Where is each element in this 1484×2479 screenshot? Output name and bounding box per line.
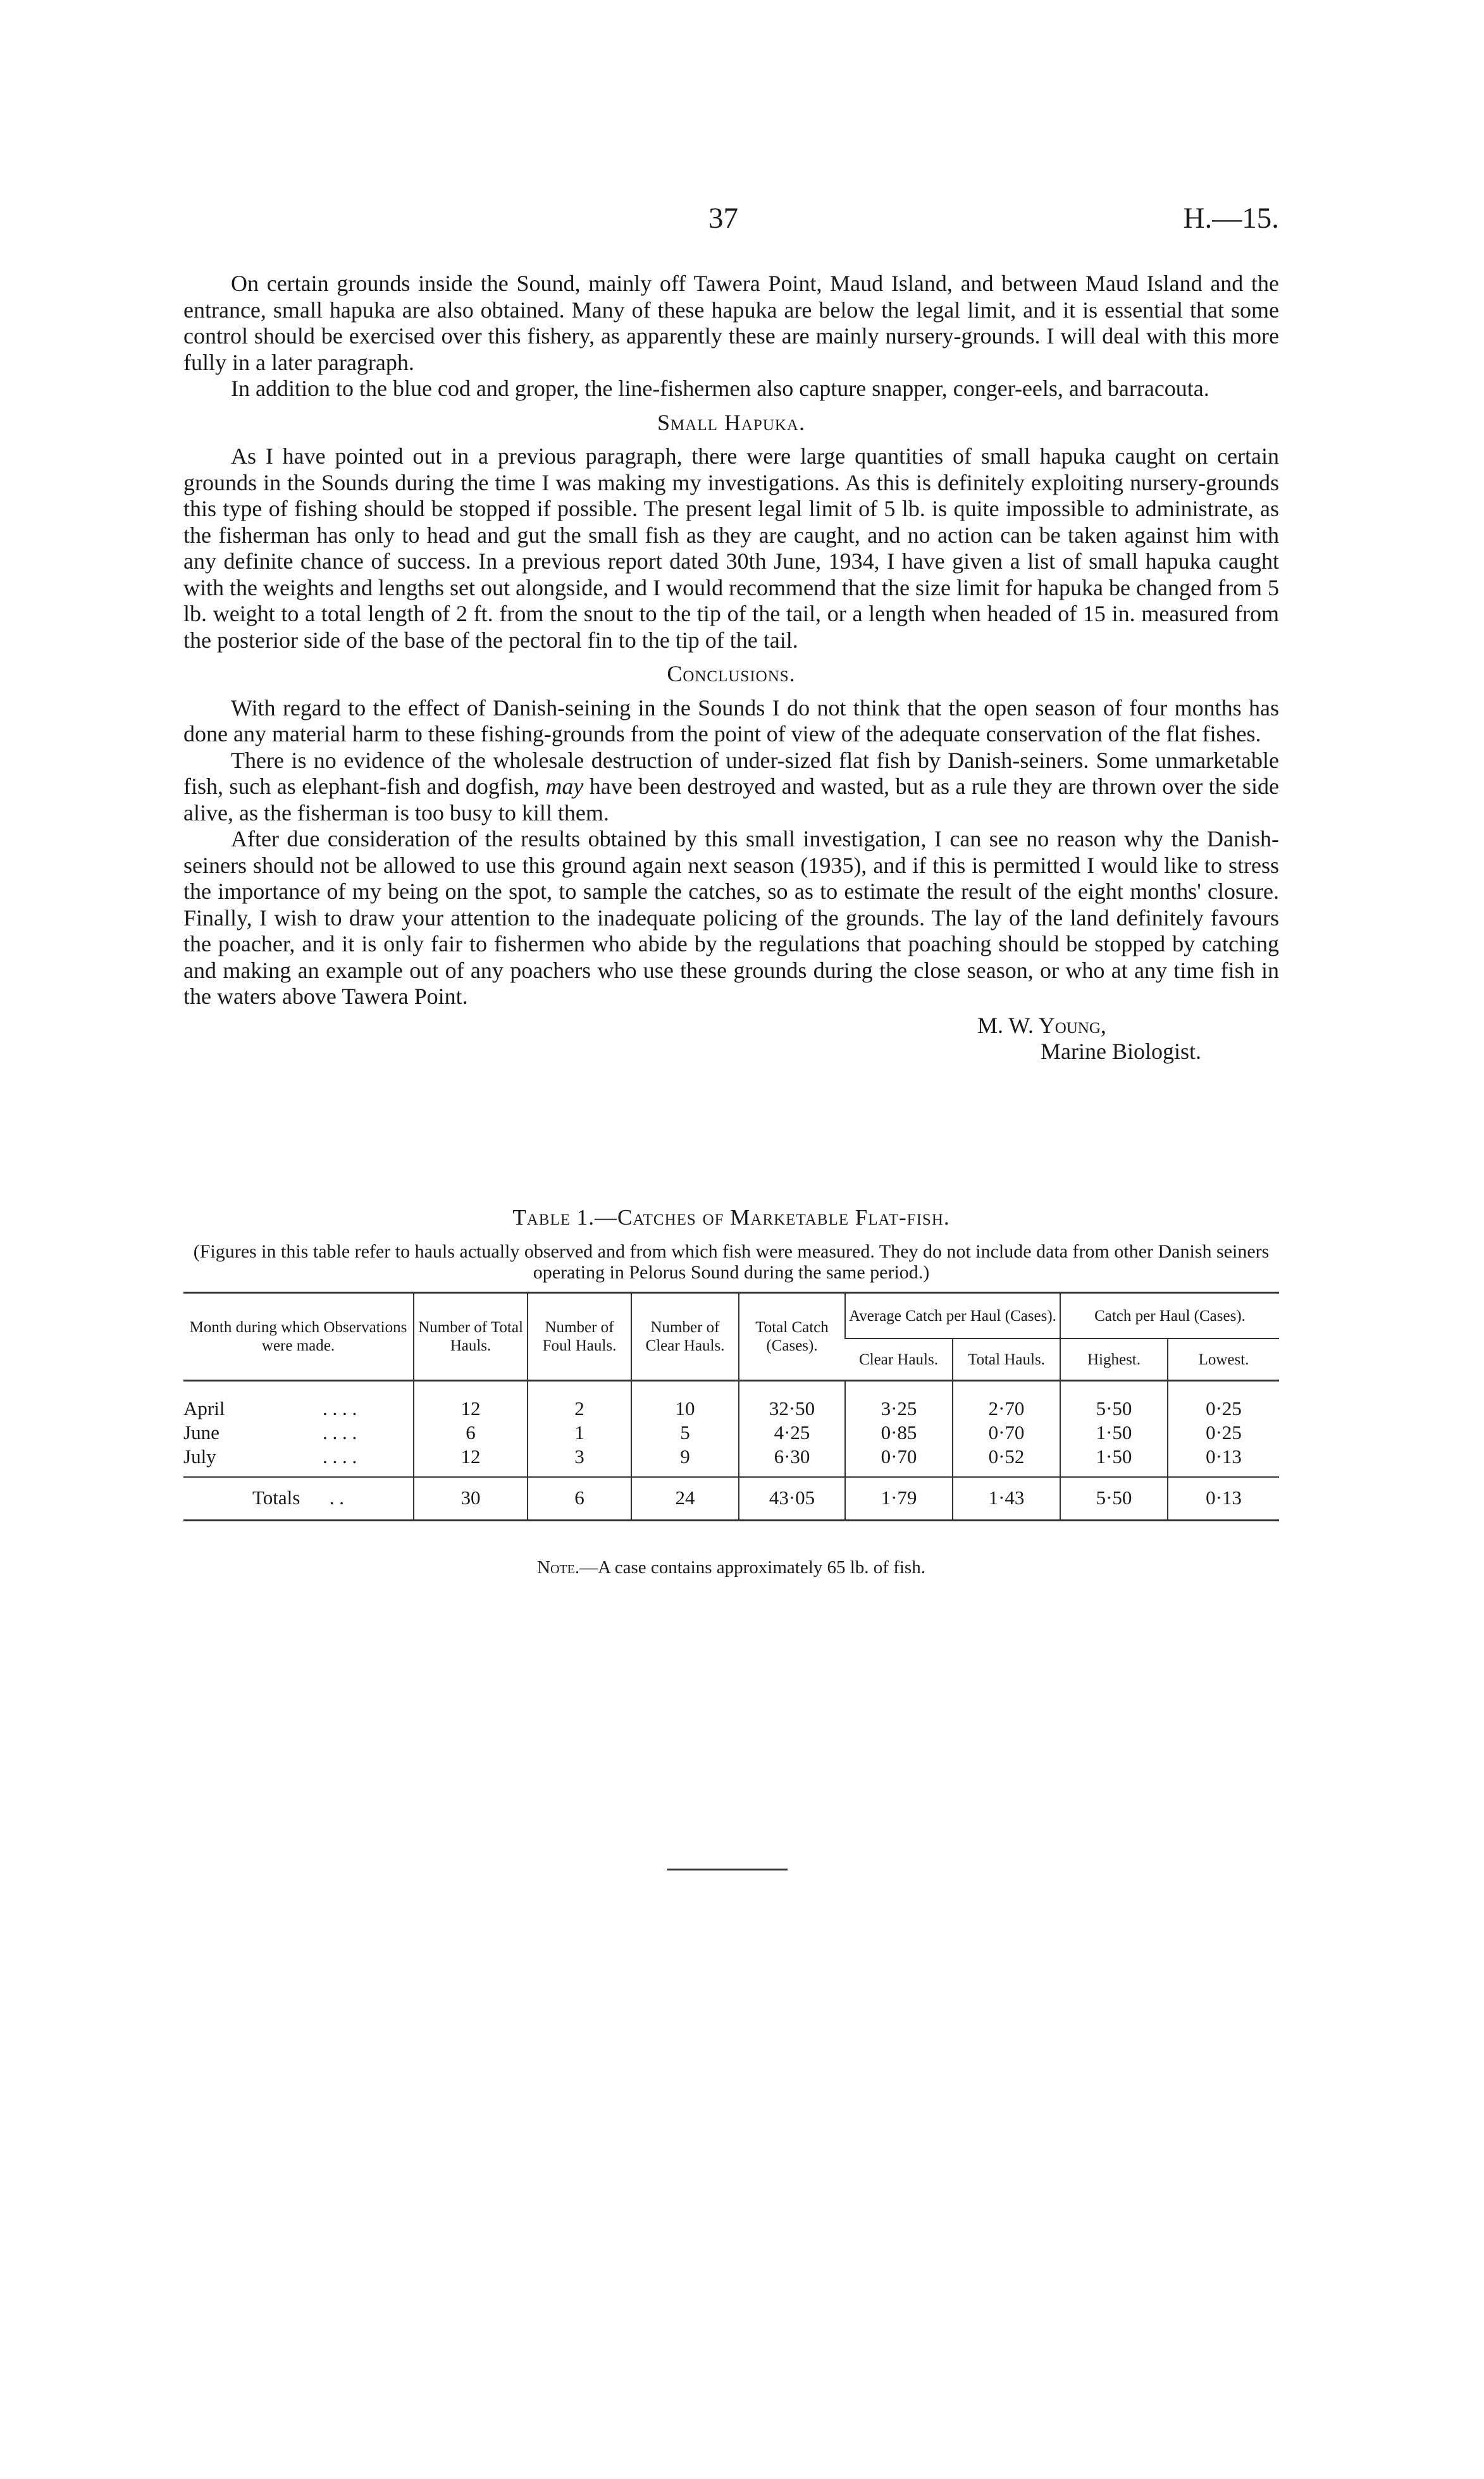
end-rule bbox=[667, 1869, 788, 1870]
paragraph: As I have pointed out in a previous paragraph, there were large quantities of small hapuka caught on certain grounds in the Sounds during the time I was making my investigations. As this is definitely exploiting nursery-grounds this type of fishing should be stopped if possible. The present legal limit of 5 lb. is quite impossible to administrate, as the fisherman has only to head and gut the small fish as they are caught, and no action can be taken against him with any definite chance of success. In a previous report dated 30th June, 1934, I have given a list of small hapuka caught with the weights and lengths set out alongside, and I would recommend that the size limit for hapuka be changed from 5 lb. weight to a total length of 2 ft. from the snout to the tip of the tail, or a length when headed of 15 in. measured from the posterior side of the base of the pectoral fin to the tip of the tail. bbox=[183, 443, 1279, 653]
cell: 9 bbox=[631, 1445, 739, 1477]
cell: 4·25 bbox=[739, 1421, 845, 1445]
totals-row bbox=[183, 1477, 1279, 1521]
header-lowest: Lowest. bbox=[1168, 1338, 1279, 1381]
header-catch-per-haul: Catch per Haul (Cases). bbox=[1060, 1293, 1279, 1339]
table-row bbox=[183, 1381, 1279, 1421]
cell: 0·70 bbox=[845, 1445, 953, 1477]
leader-dots: . . bbox=[329, 1487, 345, 1509]
cell: 0·70 bbox=[953, 1421, 1060, 1445]
table-note: (Figures in this table refer to hauls actually observed and from which fish were measured. They do not include data from other Danish seiners operating in Pelorus Sound during the same period.) bbox=[193, 1241, 1270, 1283]
cell: 1·43 bbox=[953, 1477, 1060, 1521]
cell: 10 bbox=[631, 1381, 739, 1421]
section-heading-small-hapuka: Small Hapuka. bbox=[657, 409, 805, 435]
signature-block bbox=[183, 1013, 1279, 1070]
footnote-text: —A case contains approximately 65 lb. of fish. bbox=[579, 1557, 925, 1578]
cell: 0·13 bbox=[1168, 1477, 1279, 1521]
cell-month bbox=[183, 1381, 414, 1421]
cell: 1·79 bbox=[845, 1477, 953, 1521]
cell: 24 bbox=[631, 1477, 739, 1521]
cell: 0·52 bbox=[953, 1445, 1060, 1477]
month-label: April bbox=[183, 1397, 225, 1419]
header-highest: Highest. bbox=[1060, 1338, 1168, 1381]
paragraph: With regard to the effect of Danish-seining in the Sounds I do not think that the open season of four months has done any material harm to these fishing-grounds from the point of view of the adequate conservation of the flat fishes. bbox=[183, 695, 1279, 746]
cell: 1 bbox=[528, 1421, 631, 1445]
header-average-catch: Average Catch per Haul (Cases). bbox=[845, 1293, 1060, 1339]
cell: 1·50 bbox=[1060, 1421, 1168, 1445]
section-heading-conclusions: Conclusions. bbox=[667, 661, 796, 686]
header-avg-total: Total Hauls. bbox=[953, 1338, 1060, 1381]
paragraph: In addition to the blue cod and groper, the line-fishermen also capture snapper, conger-eels, and barracouta. bbox=[231, 376, 1209, 401]
signature-title: Marine Biologist. bbox=[1041, 1038, 1201, 1064]
cell: 0·13 bbox=[1168, 1445, 1279, 1477]
text-run: have been destroyed and wasted, but as a rule they are thrown over the side alive, as the fisherman is too busy to kill them. bbox=[183, 774, 1280, 825]
footnote-label: Note. bbox=[537, 1557, 580, 1578]
month-label: June bbox=[183, 1421, 220, 1444]
signature-name: M. W. Young, bbox=[977, 1012, 1106, 1038]
cell: 6 bbox=[414, 1421, 528, 1445]
document-reference: H.—15. bbox=[1183, 202, 1279, 235]
header-month: Month during which Observations were made. bbox=[183, 1293, 414, 1381]
cell: 3 bbox=[528, 1445, 631, 1477]
paragraph bbox=[183, 748, 1279, 827]
cell: 12 bbox=[414, 1445, 528, 1477]
leader-dots: . . . . bbox=[323, 1445, 357, 1468]
header-total-catch: Total Catch (Cases). bbox=[739, 1293, 845, 1381]
cell: 3·25 bbox=[845, 1381, 953, 1421]
cell: 30 bbox=[414, 1477, 528, 1521]
body-text bbox=[183, 271, 1279, 1070]
cell: 1·50 bbox=[1060, 1445, 1168, 1477]
header-total-hauls: Number of Total Hauls. bbox=[414, 1293, 528, 1381]
totals-label: Totals bbox=[252, 1487, 300, 1509]
cell: 2·70 bbox=[953, 1381, 1060, 1421]
cell: 2 bbox=[528, 1381, 631, 1421]
paragraph: On certain grounds inside the Sound, mainly off Tawera Point, Maud Island, and between Maud Island and the entrance, small hapuka are also obtained. Many of these hapuka are below the legal limit, and it is essential that some control should be exercised over this fishery, as apparently these are mainly nursery-grounds. I will deal with this more fully in a later paragraph. bbox=[183, 271, 1279, 375]
table-row bbox=[183, 1445, 1279, 1477]
cell: 32·50 bbox=[739, 1381, 845, 1421]
cell: 12 bbox=[414, 1381, 528, 1421]
header-avg-clear: Clear Hauls. bbox=[845, 1338, 953, 1381]
cell-totals-label bbox=[183, 1477, 414, 1521]
table-row bbox=[183, 1421, 1279, 1445]
cell-month bbox=[183, 1421, 414, 1445]
page-number: 37 bbox=[708, 202, 738, 235]
month-label: July bbox=[183, 1445, 216, 1468]
text-run: There is no evidence of the wholesale destruction of under-sized flat fish by Danish-seiners. Some unmarketable fish, such as elephant-fish and dogfish, bbox=[183, 747, 1279, 799]
catches-table bbox=[183, 1292, 1279, 1521]
table-footnote bbox=[183, 1557, 1279, 1578]
leader-dots: . . . . bbox=[323, 1421, 357, 1444]
cell: 5 bbox=[631, 1421, 739, 1445]
leader-dots: . . . . bbox=[323, 1397, 357, 1419]
paragraph: After due consideration of the results obtained by this small investigation, I can see no reason why the Danish-seiners should not be allowed to use this ground again next season (1935), and if this is permitted I would like to stress the importance of my being on the spot, to sample the catches, so as to estimate the result of the eight months' closure. Finally, I wish to draw your attention to the inadequate policing of the grounds. The lay of the land definitely favours the poacher, and it is only fair to fishermen who abide by the regulations that poaching should be stopped by catching and making an example out of any poachers who use these grounds during the close season, or who at any time fish in the waters above Tawera Point. bbox=[183, 826, 1279, 1009]
cell: 0·85 bbox=[845, 1421, 953, 1445]
cell: 5·50 bbox=[1060, 1477, 1168, 1521]
header-clear-hauls: Number of Clear Hauls. bbox=[631, 1293, 739, 1381]
emphasis: may bbox=[545, 774, 584, 799]
cell: 43·05 bbox=[739, 1477, 845, 1521]
cell: 6·30 bbox=[739, 1445, 845, 1477]
table-title: Table 1.—Catches of Marketable Flat-fish. bbox=[512, 1205, 950, 1230]
cell: 0·25 bbox=[1168, 1421, 1279, 1445]
header-foul-hauls: Number of Foul Hauls. bbox=[528, 1293, 631, 1381]
cell: 6 bbox=[528, 1477, 631, 1521]
cell-month bbox=[183, 1445, 414, 1477]
cell: 5·50 bbox=[1060, 1381, 1168, 1421]
cell: 0·25 bbox=[1168, 1381, 1279, 1421]
